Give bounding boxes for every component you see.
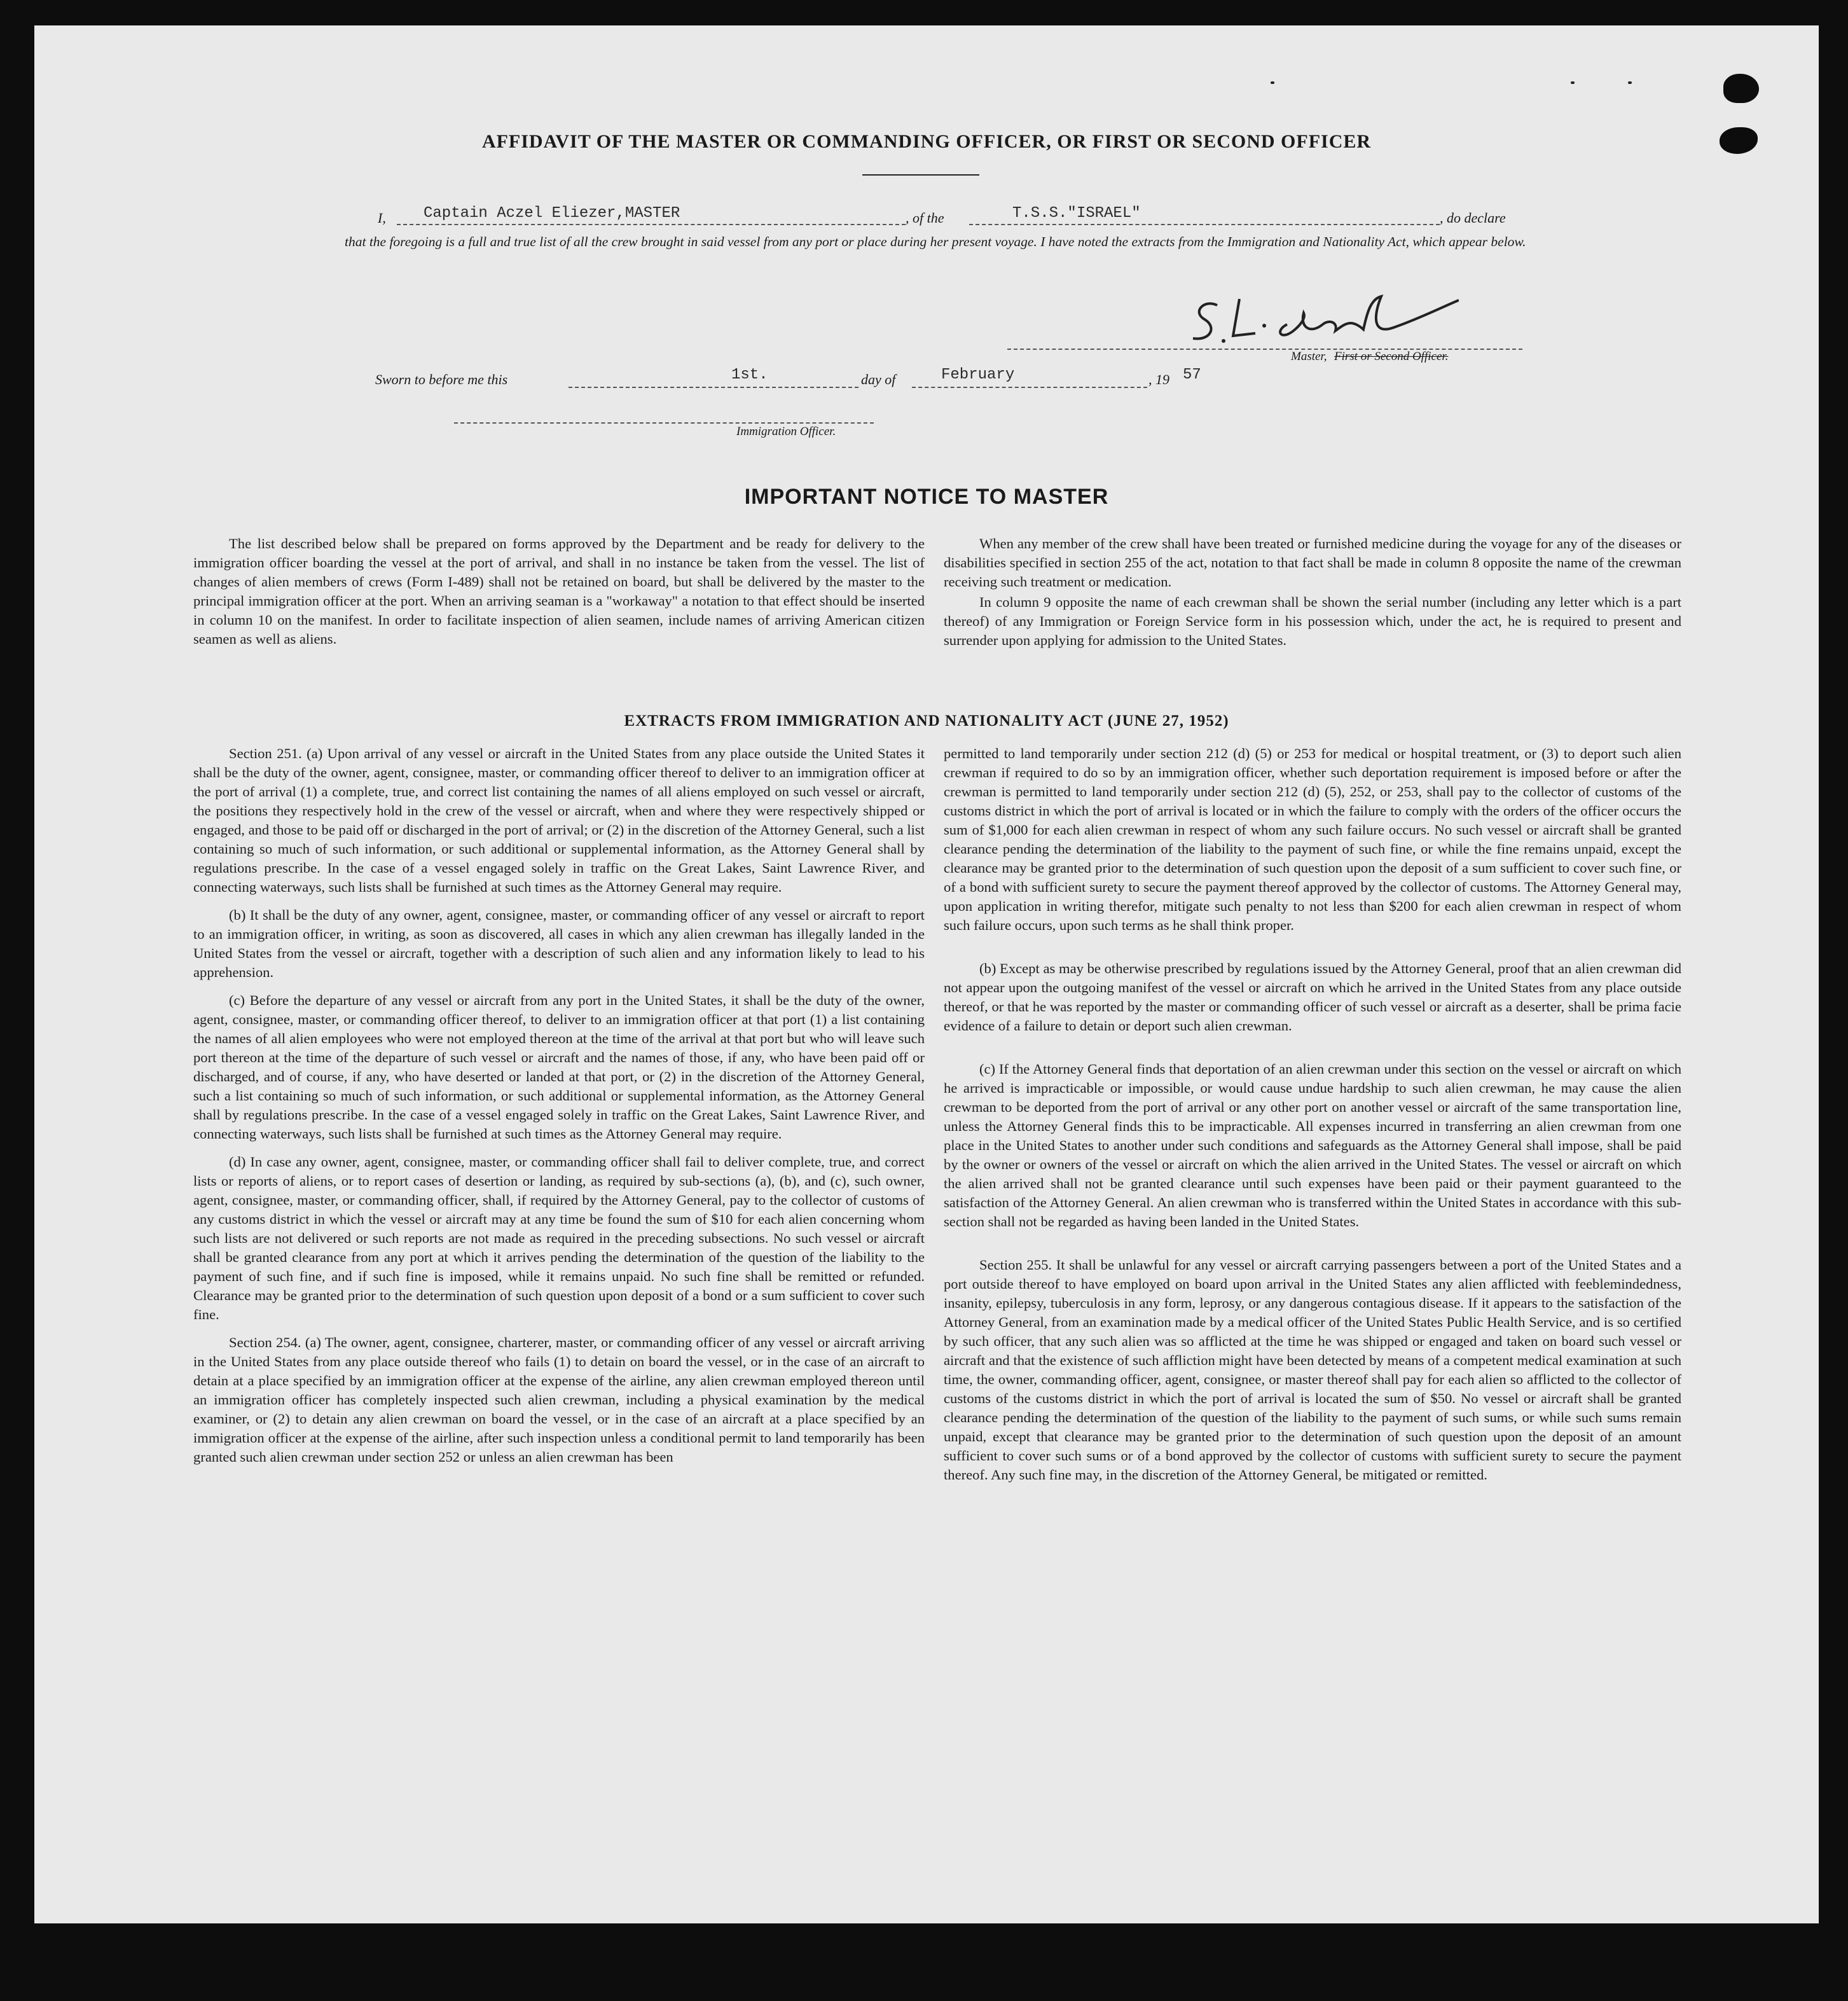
ink-blot — [1723, 74, 1759, 103]
month-blank-line — [912, 387, 1147, 388]
day-blank-line — [569, 387, 858, 388]
extracts-right-column — [944, 744, 1681, 1493]
affidavit-title: AFFIDAVIT OF THE MASTER OR COMMANDING OFFICER, OR FIRST OR SECOND OFFICER — [481, 131, 1372, 152]
name-blank-line — [397, 224, 906, 225]
title-rule — [862, 174, 979, 176]
vessel-name-field: T.S.S."ISRAEL" — [1012, 205, 1141, 222]
immigration-officer-caption: Immigration Officer. — [736, 425, 836, 438]
notice-right-column — [944, 534, 1681, 659]
sworn-day-field: 1st. — [731, 366, 768, 384]
sworn-label: Sworn to before me this — [375, 371, 508, 387]
ink-speck — [1628, 81, 1632, 84]
officer-signature-line — [454, 422, 874, 424]
vessel-blank-line — [969, 224, 1440, 225]
master-signature — [1179, 280, 1459, 350]
section-254-a: Section 254. (a) The owner, agent, consignee, charterer, master, or commanding officer of any vessel or aircraft arriving in the United States from any place outside thereof who fails (1) to detain on board the vessel, or in the case of an aircraft to detain at a place specified by an immigration officer at the expense of the airline, any alien crewman employed thereon until an immigration officer has completely inspected such alien crewman, including a physical examination by the medical examiner, or (2) to detain any alien crewman on board the vessel, or in the case of an aircraft at a place specified by an immigration officer at the expense of the airline, after such inspection unless a conditional permit to land temporarily has been granted such alien crewman under section 252 or unless an alien crewman has been — [193, 1334, 925, 1465]
notice-left-column — [193, 534, 925, 658]
section-254-a-continued: permitted to land temporarily under section 212 (d) (5) or 253 for medical or hospital treatment, or (3) to deport such alien crewman if required to do so by an immigration officer, whether such deportation requirement is imposed before or after the crewman is permitted to land temporarily under section 212 (d) (5), 252, or 253, shall pay to the collector of customs of the customs district in which the port of arrival is located or in which the failure to comply with the orders of the officer occurs the sum of $1,000 for each alien crewman in respect of whom any such failure occurs. No such vessel or aircraft shall be granted clearance pending the determination of the liability to the payment of such fine, or while the fine remains unpaid, except the clearance may be granted prior to the determination of such question upon the deposit of a sum sufficient to cover such fine, or of a bond with sufficient surety to secure the payment thereof approved by the collector of customs. The Attorney General may, upon application in writing therefor, mitigate such penalty to not less than $200 for each alien crewman in respect of whom such failure occurs, upon such terms as he shall think proper. — [944, 745, 1681, 933]
extracts-title: EXTRACTS FROM IMMIGRATION AND NATIONALITY ACT (JUNE 27, 1952) — [624, 712, 1229, 730]
master-caption: Master, — [1291, 350, 1327, 363]
section-254-c: (c) If the Attorney General finds that deportation of an alien crewman under this section on the vessel or aircraft on which he arrived is impracticable or impossible, or would cause undue hardship to such alien crewman, he may cause the alien crewman to be deported from the port of arrival or any other port on another vessel or aircraft of the same transportation line, unless the Attorney General finds this to be impracticable. All expenses incurred in transferring an alien crewman from one place in the United States to another under such conditions and safeguards as the Attorney General shall impose, shall be paid by the owner or owners of the vessel or aircraft on which the alien arrived in the United States. The vessel or aircraft on which the alien arrived shall not be granted clearance until such expenses have been paid or their payment guaranteed to the satisfaction of the Attorney General. An alien crewman who is transferred within the United States in accordance with this sub-section shall not be regarded as having been landed in the United States. — [944, 1061, 1681, 1229]
section-255: Section 255. It shall be unlawful for any vessel or aircraft carrying passengers between a port of the United States and a port outside thereof to have employed on board upon arrival in the United States any alien afflicted with feeblemindedness, insanity, epilepsy, tuberculosis in any form, leprosy, or any dangerous contagious disease. If it appears to the satisfaction of the Attorney General, from an examination made by a medical officer of the United States Public Health Service, and is so certified by such officer, that any such alien was so afflicted at the time he was shipped or engaged and taken on board such vessel or aircraft and that the existence of such affliction might have been detected by means of a competent medical examination at such time, the owner, commanding officer, agent, consignee, or master thereof shall pay for each alien so afflicted to the collector of customs of the customs district in which the port of arrival is located the sum of $50. No vessel or aircraft shall be granted clearance pending the determination of the question of the liability to the payment of such sums, or while such sums remain unpaid, except that clearance may be granted prior to the determination of such question upon the deposit of an amount sufficient to cover such sums or of a bond approved by the collector of customs with sufficient surety to secure the payment thereof. Any such fine may, in the discretion of the Attorney General, be mitigated or remitted. — [944, 1257, 1681, 1483]
prefix-i: I, — [378, 210, 386, 226]
section-254-b: (b) Except as may be otherwise prescribed by regulations issued by the Attorney General, proof that an alien crewman did not appear upon the outgoing manifest of the vessel or aircraft on which he arrived in the United States from any place outside thereof, or that he was reported by the master or commanding officer of such vessel or aircraft as a deserter, shall be prima facie evidence of a failure to detain or deport such alien crewman. — [944, 960, 1681, 1034]
ink-speck — [1571, 81, 1575, 84]
of-the-label: , of the — [906, 210, 944, 226]
notice-title: IMPORTANT NOTICE TO MASTER — [744, 485, 1109, 509]
notice-right-paragraph-2: In column 9 opposite the name of each crewman shall be shown the serial number (including any letter which is a part thereof) of any Immigration or Foreign Service form in his possession which, under the act, he is required to present and surrender upon applying for admission to the United States. — [944, 594, 1681, 648]
notice-left-paragraph: The list described below shall be prepared on forms approved by the Department and be ready for delivery to the immigration officer boarding the vessel at the port of arrival, and shall in no instance be taken from the vessel. The list of changes of alien members of crews (Form I-489) shall not be retained on board, but shall be delivered by the master to the principal immigration officer at the port. When an arriving seaman is a "workaway" a notation to that effect should be inserted in column 10 on the manifest. In order to facilitate inspection of alien seamen, include names of arriving American citizen seamen as well as aliens. — [193, 536, 925, 647]
sworn-month-field: February — [941, 366, 1015, 384]
declaration-text: that the foregoing is a full and true list of all the crew brought in said vessel from any port or place during her present voyage. I have noted the extracts from the Immigration and Nationality Act, which appear below. — [345, 234, 1526, 249]
document-page — [34, 25, 1819, 1923]
extracts-left-column — [193, 744, 925, 1476]
section-251-a: Section 251. (a) Upon arrival of any vessel or aircraft in the United States from any place outside the United States it shall be the duty of the owner, agent, consignee, master, or commanding officer thereof to deliver to an immigration officer at the port of arrival (1) a complete, true, and correct list containing the names of all aliens employed on such vessel or aircraft, the positions they respectively hold in the crew of the vessel or aircraft, when and where they were respectively shipped or engaged, and those to be paid off or discharged in the port of arrival; or (2) in the discretion of the Attorney General, such a list containing so much of such information, or such additional or supplemental information, as the Attorney General shall by regulations prescribe. In the case of a vessel engaged solely in traffic on the Great Lakes, Saint Lawrence River, and connecting waterways, such lists shall be furnished at such times as the Attorney General may require. — [193, 745, 925, 895]
section-251-d: (d) In case any owner, agent, consignee, master, or commanding officer shall fail to deliver complete, true, and correct lists or reports of aliens, or to report cases of desertion or landing, as required by sub-sections (a), (b), and (c), such owner, agent, consignee, master, or commanding officer, shall, if required by the Attorney General, pay to the collector of customs of any customs district in which the vessel or aircraft may at any time be found the sum of $10 for each alien concerning whom such lists are not delivered or such reports are not made as required in the preceding subsections. No such vessel or aircraft shall be granted clearance from any port at which it arrives pending the determination of the question of the liability to the payment of such fine, and if such fine is imposed, while it remains unpaid. No such fine shall be remitted or refunded. Clearance may be granted prior to the determination of such question upon deposit of a bond or a sum sufficient to cover such fine. — [193, 1154, 925, 1322]
do-declare-label: , do declare — [1440, 210, 1506, 226]
sworn-year-field: 57 — [1183, 366, 1201, 384]
master-name-field: Captain Aczel Eliezer,MASTER — [424, 205, 680, 222]
struck-officer-caption: First or Second Officer. — [1334, 350, 1449, 363]
section-251-b: (b) It shall be the duty of any owner, agent, consignee, master, or commanding officer of any vessel or aircraft to report to an immigration officer, in writing, as soon as discovered, all cases in which any alien crewman has illegally landed in the United States from the vessel or aircraft, together with a description of such alien and any information likely to lead to his apprehension. — [193, 907, 925, 980]
year-prefix: , 19 — [1148, 371, 1169, 387]
section-251-c: (c) Before the departure of any vessel or aircraft from any port in the United States, it shall be the duty of the owner, agent, consignee, master, or commanding officer thereof, to deliver to an immigration officer at that port (1) a list containing the names of all alien employees who were not employed thereon at the time of the arrival at that port but who will leave such port thereon at the time of the departure of such vessel or aircraft and the names of those, if any, who have been paid off or discharged, and of course, if any, who have deserted or landed at that port, or (2) in the discretion of the Attorney General, such a list containing so much of such information, or such additional or supplemental information, as the Attorney General shall by regulations prescribe. In the case of a vessel engaged solely in traffic on the Great Lakes, Saint Lawrence River, and connecting waterways, such lists shall be furnished at such times as the Attorney General may require. — [193, 992, 925, 1142]
day-of-label: day of — [861, 371, 896, 387]
notice-right-paragraph-1: When any member of the crew shall have been treated or furnished medicine during the voyage for any of the diseases or disabilities specified in section 255 of the act, notation to that fact shall be made in column 8 opposite the name of the crewman receiving such treatment or medication. — [944, 536, 1681, 590]
ink-speck — [1271, 81, 1274, 84]
